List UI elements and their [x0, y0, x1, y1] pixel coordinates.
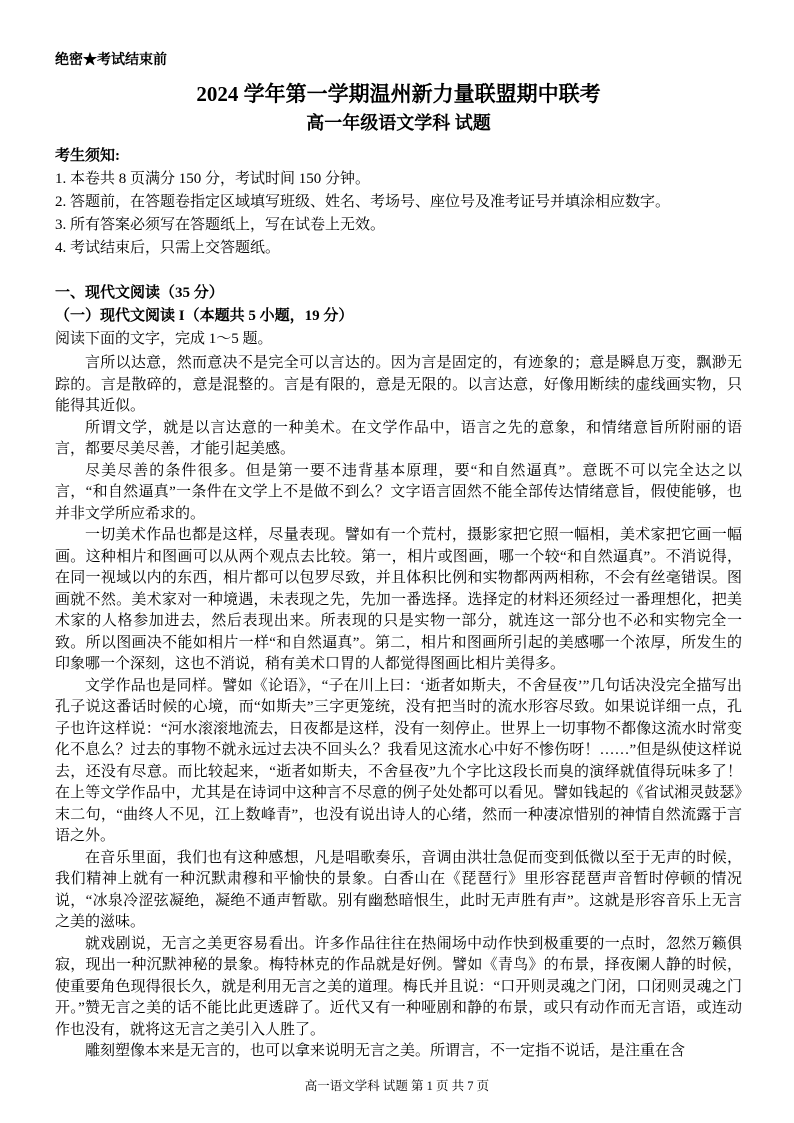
- article-paragraph-1: 言所以达意，然而意决不是完全可以言达的。因为言是固定的，有迹象的；意是瞬息万变，飘渺无踪的。言是散碎的，意是混整的。言是有限的，意是无限的。以言达意，好像用断续的虚线画实物，只能得其近似。: [55, 355, 742, 414]
- candidate-notice: [55, 145, 742, 260]
- notice-item-2: 2. 答题前，在答题卷指定区域填写班级、姓名、考场号、座位号及准考证号并填涂相应数字。: [55, 194, 671, 210]
- article-paragraph-4: 一切美术作品也都是这样，尽量表现。譬如有一个荒村，摄影家把它照一幅相，美术家把它画一幅画。这种相片和图画可以从两个观点去比较。第一，相片或图画，哪一个较“和自然逼真”。不消说得，在同一视域以内的东西，相片都可以包罗尽致，并且体积比例和实物都两两相称，不会有丝毫错误。图画就不然。美术家对一种境遇，未表现之先，先加一番选择。选择定的材料还须经过一番理想化，把美术家的人格参加进去，然后表现出来。所表现的只是实物一部分，就连这一部分也不必和实物完全一致。所以图画决不能如相片一样“和自然逼真”。第二，相片和图画所引起的美感哪一个浓厚，所发生的印象哪一个深刻，这也不消说，稍有美术口胃的人都觉得图画比相片美得多。: [55, 527, 742, 672]
- exam-subtitle: 高一年级语文学科 试题: [306, 113, 491, 133]
- article-paragraph-2: 所谓文学，就是以言达意的一种美术。在文学作品中，语言之先的意象，和情绪意旨所附丽的语言，都要尽美尽善，才能引起美感。: [55, 419, 742, 457]
- notice-title: 考生须知:: [55, 148, 120, 164]
- article-paragraph-8: 雕刻塑像本来是无言的，也可以拿来说明无言之美。所谓言，不一定指不说话，是注重在含: [85, 1043, 686, 1059]
- article-paragraph-6: 在音乐里面，我们也有这种感想，凡是唱歌奏乐，音调由洪壮急促而变到低微以至于无声的时候，我们精神上就有一种沉默肃穆和平愉快的景象。白香山在《琵琶行》里形容琵琶声音暂时停顿的情况说，“冰泉冷涩弦凝绝，凝绝不通声暂歇。别有幽愁暗恨生，此时无声胜有声”。这就是形容音乐上无言之美的滋味。: [55, 849, 742, 930]
- article-paragraph-7: 就戏剧说，无言之美更容易看出。许多作品往往在热闹场中动作快到极重要的一点时，忽然万籁俱寂，现出一种沉默神秘的景象。梅特林克的作品就是好例。譬如《青鸟》的布景，择夜阑人静的时候，使重要角色现得很长久，就是利用无言之美的道理。梅氏并且说：“口开则灵魂之门闭，口闭则灵魂之门开。”赞无言之美的话不能比此更透辟了。近代又有一种哑剧和静的布景，或只有动作而无言语，或连动作也没有，就将这无言之美引入人胜了。: [55, 935, 742, 1038]
- article-text: [55, 353, 742, 1063]
- notice-item-4: 4. 考试结束后，只需上交答题纸。: [55, 240, 281, 256]
- article-paragraph-3: 尽美尽善的条件很多。但是第一要不违背基本原理，要“和自然逼真”。意既不可以完全达之以言，“和自然逼真”一条件在文学上不是做不到么？文字语言固然不能全部传达情绪意旨，假使能够，也并非文学所应希求的。: [55, 462, 742, 522]
- notice-item-1: 1. 本卷共 8 页满分 150 分，考试时间 150 分钟。: [55, 171, 371, 187]
- reading-instruction: 阅读下面的文字，完成 1～5 题。: [55, 331, 273, 347]
- classification-label: 绝密★考试结束前: [55, 53, 167, 68]
- exam-title: 2024 学年第一学期温州新力量联盟期中联考: [196, 82, 601, 106]
- subsection-heading-reading-1: （一）现代文阅读 I（本题共 5 小题，19 分）: [55, 308, 354, 324]
- article-paragraph-5: 文学作品也是同样。譬如《论语》，“子在川上曰：‘逝者如斯夫，不舍昼夜’”几句话决没完全描写出孔子说这番话时候的心境，而“如斯夫”三字更笼统，没有把当时的流水形容尽致。如果说详细一点，孔子也许这样说：“河水滚滚地流去，日夜都是这样，没有一刻停止。世界上一切事物不都像这流水时常变化不息么？过去的事物不就永远过去决不回头么？我看见这流水心中好不惨伤呀！……”但是纵使这样说去，还没有尽意。而比较起来，“逝者如斯夫，不舍昼夜”九个字比这段长而臭的演绎就值得玩味多了！在上等文学作品中，尤其是在诗词中这种言不尽意的例子处处都可以看见。譬如钱起的《省试湘灵鼓瑟》末二句，“曲终人不见，江上数峰青”，也没有说出诗人的心绪，然而一种凄凉惜别的神情自然流露于言语之外。: [55, 677, 742, 844]
- page-footer: 高一语文学科 试题 第 1 页 共 7 页: [304, 1079, 490, 1093]
- notice-item-3: 3. 所有答案必须写在答题纸上，写在试卷上无效。: [55, 217, 386, 233]
- section-heading-modern-reading: 一、现代文阅读（35 分）: [55, 285, 224, 301]
